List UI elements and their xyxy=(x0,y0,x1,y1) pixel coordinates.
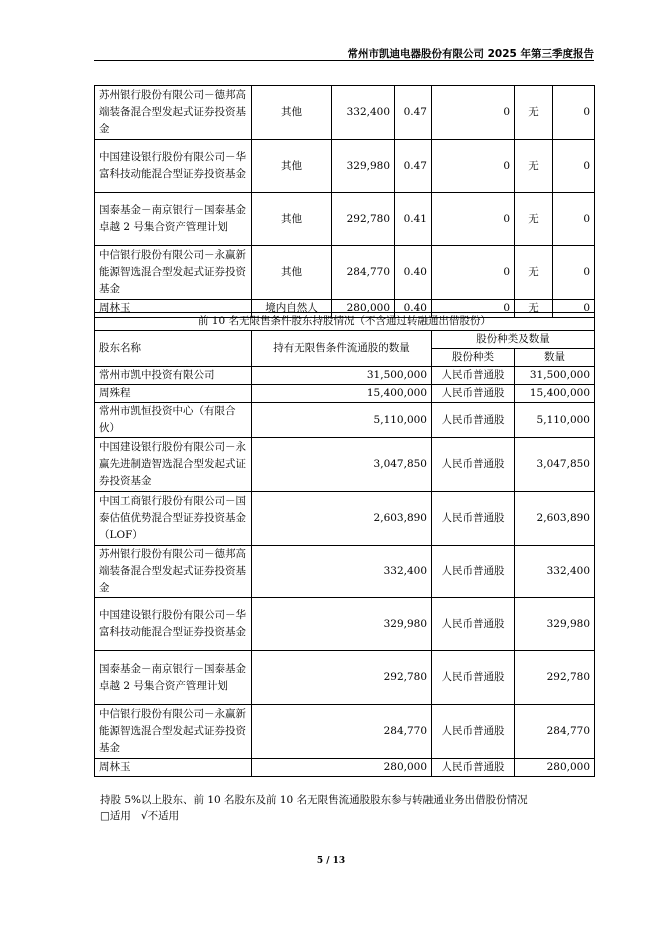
shareholder-name: 苏州银行股份有限公司－德邦高端装备混合型发起式证券投资基金 xyxy=(95,546,252,598)
unrestricted-qty: 292,780 xyxy=(252,651,432,705)
shareholder-name: 中国建设银行股份有限公司－华富科技动能混合型证券投资基金 xyxy=(95,598,252,651)
shareholder-nature: 其他 xyxy=(252,140,332,193)
shareholder-name: 苏州银行股份有限公司－德邦高端装备混合型发起式证券投资基金 xyxy=(95,86,252,140)
shares-held: 284,770 xyxy=(332,246,395,300)
shareholder-name: 国泰基金－南京银行－国泰基金卓越 2 号集合资产管理计划 xyxy=(95,193,252,246)
shares-held: 332,400 xyxy=(332,86,395,140)
header-rule xyxy=(94,60,594,61)
pledge-status: 无 xyxy=(515,193,553,246)
share-amount: 292,780 xyxy=(515,651,595,705)
securities-lending-note: 持股 5%以上股东、前 10 名股东及前 10 名无限售流通股股东参与转融通业务出借股份情况 xyxy=(100,794,528,806)
shares-held: 280,000 xyxy=(332,300,395,318)
holding-ratio: 0.41 xyxy=(395,193,432,246)
shareholder-name: 中信银行股份有限公司－永赢新能源智选混合型发起式证券投资基金 xyxy=(95,246,252,300)
pledge-quantity: 0 xyxy=(553,86,595,140)
unrestricted-qty: 15,400,000 xyxy=(252,385,432,403)
pledge-quantity: 0 xyxy=(553,246,595,300)
holding-ratio: 0.47 xyxy=(395,140,432,193)
col-header-name: 股东名称 xyxy=(95,331,252,367)
unrestricted-qty: 2,603,890 xyxy=(252,492,432,546)
share-type: 人民币普通股 xyxy=(432,385,515,403)
col-header-qty: 持有无限售条件流通股的数量 xyxy=(252,331,432,367)
shareholder-nature: 其他 xyxy=(252,193,332,246)
pledge-status: 无 xyxy=(515,86,553,140)
restricted-shares: 0 xyxy=(432,140,515,193)
shareholder-name: 周林玉 xyxy=(95,759,252,777)
shareholder-nature: 境内自然人 xyxy=(252,300,332,318)
top10-unrestricted-shareholders-table xyxy=(94,312,595,777)
pledge-quantity: 0 xyxy=(553,193,595,246)
table-row xyxy=(95,403,595,438)
table-row xyxy=(95,651,595,705)
share-amount: 2,603,890 xyxy=(515,492,595,546)
share-type: 人民币普通股 xyxy=(432,705,515,759)
share-amount: 329,980 xyxy=(515,598,595,651)
col-header-amount: 数量 xyxy=(515,349,595,367)
share-amount: 31,500,000 xyxy=(515,367,595,385)
share-amount: 3,047,850 xyxy=(515,438,595,492)
applicability-options xyxy=(100,808,179,825)
share-amount: 332,400 xyxy=(515,546,595,598)
shares-held: 329,980 xyxy=(332,140,395,193)
share-type: 人民币普通股 xyxy=(432,598,515,651)
shareholder-name: 中国建设银行股份有限公司－永赢先进制造智选混合型发起式证券投资基金 xyxy=(95,438,252,492)
holding-ratio: 0.47 xyxy=(395,86,432,140)
page-number: 5 / 13 xyxy=(316,856,346,866)
col-header-type-group: 股份种类及数量 xyxy=(432,331,595,349)
unrestricted-qty: 5,110,000 xyxy=(252,403,432,438)
shareholder-name: 中国建设银行股份有限公司－华富科技动能混合型证券投资基金 xyxy=(95,140,252,193)
share-type: 人民币普通股 xyxy=(432,759,515,777)
shareholder-name: 常州市凯中投资有限公司 xyxy=(95,367,252,385)
pledge-quantity: 0 xyxy=(553,300,595,318)
shareholder-nature: 其他 xyxy=(252,86,332,140)
share-type: 人民币普通股 xyxy=(432,438,515,492)
top10-shareholders-table-continued xyxy=(94,85,595,318)
shareholder-name: 周林玉 xyxy=(95,300,252,318)
table-row xyxy=(95,492,595,546)
restricted-shares: 0 xyxy=(432,86,515,140)
pledge-status: 无 xyxy=(515,300,553,318)
table-row xyxy=(95,193,595,246)
pledge-status: 无 xyxy=(515,246,553,300)
holding-ratio: 0.40 xyxy=(395,246,432,300)
table-row xyxy=(95,246,595,300)
share-type: 人民币普通股 xyxy=(432,492,515,546)
pledge-quantity: 0 xyxy=(553,140,595,193)
applicable-option: □适用 xyxy=(100,810,131,822)
holding-ratio: 0.40 xyxy=(395,300,432,318)
unrestricted-qty: 332,400 xyxy=(252,546,432,598)
shareholder-nature: 其他 xyxy=(252,246,332,300)
table-row xyxy=(95,705,595,759)
shareholder-name: 国泰基金－南京银行－国泰基金卓越 2 号集合资产管理计划 xyxy=(95,651,252,705)
share-type: 人民币普通股 xyxy=(432,403,515,438)
share-amount: 15,400,000 xyxy=(515,385,595,403)
table-row xyxy=(95,598,595,651)
table-row xyxy=(95,438,595,492)
pledge-status: 无 xyxy=(515,140,553,193)
table-row xyxy=(95,759,595,777)
shareholder-name: 中信银行股份有限公司－永赢新能源智选混合型发起式证券投资基金 xyxy=(95,705,252,759)
unrestricted-qty: 31,500,000 xyxy=(252,367,432,385)
restricted-shares: 0 xyxy=(432,300,515,318)
shareholder-name: 常州市凯恒投资中心（有限合伙） xyxy=(95,403,252,438)
share-type: 人民币普通股 xyxy=(432,367,515,385)
section-title: 前 10 名无限售条件股东持股情况（不含通过转融通出借股份） xyxy=(95,313,595,331)
col-header-type: 股份种类 xyxy=(432,349,515,367)
shareholder-name: 中国工商银行股份有限公司－国泰估值优势混合型证券投资基金（LOF） xyxy=(95,492,252,546)
share-amount: 5,110,000 xyxy=(515,403,595,438)
share-type: 人民币普通股 xyxy=(432,546,515,598)
share-amount: 284,770 xyxy=(515,705,595,759)
share-amount: 280,000 xyxy=(515,759,595,777)
restricted-shares: 0 xyxy=(432,193,515,246)
table-row xyxy=(95,385,595,403)
unrestricted-qty: 284,770 xyxy=(252,705,432,759)
table-row xyxy=(95,546,595,598)
not-applicable-option: √不适用 xyxy=(140,810,180,822)
unrestricted-qty: 3,047,850 xyxy=(252,438,432,492)
report-header: 常州市凯迪电器股份有限公司 2025 年第三季度报告 xyxy=(347,48,594,60)
table-row xyxy=(95,140,595,193)
table-row xyxy=(95,367,595,385)
unrestricted-qty: 329,980 xyxy=(252,598,432,651)
restricted-shares: 0 xyxy=(432,246,515,300)
shareholder-name: 周殊程 xyxy=(95,385,252,403)
shares-held: 292,780 xyxy=(332,193,395,246)
table-row xyxy=(95,86,595,140)
share-type: 人民币普通股 xyxy=(432,651,515,705)
unrestricted-qty: 280,000 xyxy=(252,759,432,777)
